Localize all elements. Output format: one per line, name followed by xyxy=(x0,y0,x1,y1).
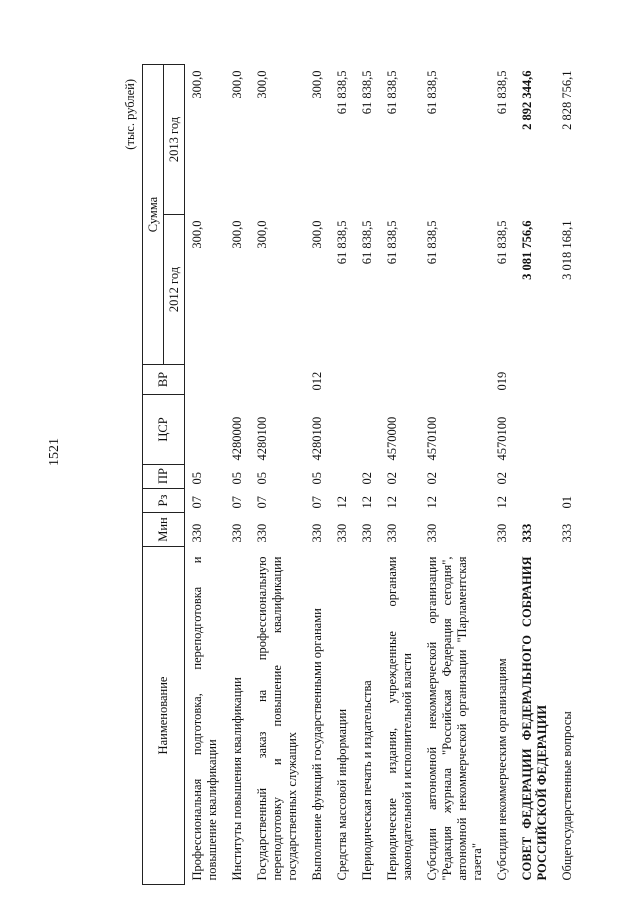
row-rz xyxy=(515,489,555,513)
row-pr: 05 xyxy=(230,472,244,485)
row-sum-2013: 300,0 xyxy=(255,70,269,99)
row-vr xyxy=(420,365,490,395)
row-vr xyxy=(515,365,555,395)
row-sum-2012: 61 838,5 xyxy=(385,220,399,265)
row-pr: 02 xyxy=(360,472,374,485)
page-number: 1521 xyxy=(47,438,62,466)
row-pr xyxy=(330,465,355,489)
table-row xyxy=(225,65,250,885)
row-sum-2013: 300,0 xyxy=(310,70,324,99)
row-min: 330 xyxy=(495,523,509,543)
table-row xyxy=(420,65,490,885)
row-sum-2013: 61 838,5 xyxy=(425,70,439,115)
row-name: СОВЕТ ФЕДЕРАЦИИ ФЕДЕРАЛЬНОГО СОБРАНИЯ РОССИЙСКОЙ ФЕДЕРАЦИИ xyxy=(520,556,549,881)
row-pr: 05 xyxy=(255,472,269,485)
row-rz: 12 xyxy=(495,496,509,509)
row-sum-2013: 2 828 756,1 xyxy=(560,70,574,130)
row-csr: 4570000 xyxy=(385,416,399,461)
row-csr: 4280000 xyxy=(230,416,244,461)
row-min: 330 xyxy=(190,523,204,543)
table-row xyxy=(555,65,580,885)
table-body xyxy=(185,65,581,885)
row-pr: 02 xyxy=(425,472,439,485)
header-sum: Сумма xyxy=(143,65,164,365)
row-csr: 4280100 xyxy=(310,416,324,461)
row-name: Институты повышения квалификации xyxy=(230,677,244,881)
table-row xyxy=(330,65,355,885)
row-sum-2012: 300,0 xyxy=(255,220,269,249)
row-sum-2012: 300,0 xyxy=(190,220,204,249)
row-csr: 4570100 xyxy=(425,416,439,461)
header-min: Мин xyxy=(143,513,185,547)
row-vr xyxy=(185,365,226,395)
row-vr xyxy=(555,365,580,395)
row-min: 330 xyxy=(425,523,439,543)
row-name: Государственный заказ на профессиональную переподготовку и повышение квалификации государственных служащих xyxy=(255,556,299,881)
row-pr: 02 xyxy=(385,472,399,485)
budget-table xyxy=(142,64,580,885)
row-name: Субсидии автономной некоммерческой организации "Редакция журнала "Российская Федерация сегодня", автономной некоммерческой организации "Парламентская газета" xyxy=(425,556,484,881)
row-name: Периодическая печать и издательства xyxy=(360,680,374,881)
row-csr xyxy=(355,395,380,465)
row-sum-2012: 300,0 xyxy=(230,220,244,249)
row-min: 330 xyxy=(335,523,349,543)
row-rz: 07 xyxy=(230,496,244,509)
table-row xyxy=(185,65,226,885)
row-sum-2013: 61 838,5 xyxy=(495,70,509,115)
row-sum-2013: 300,0 xyxy=(190,70,204,99)
row-pr: 05 xyxy=(190,472,204,485)
row-vr xyxy=(250,365,305,395)
table-row xyxy=(355,65,380,885)
row-csr: 4570100 xyxy=(495,416,509,461)
table-row xyxy=(490,65,515,885)
row-csr: 4280100 xyxy=(255,416,269,461)
row-sum-2012: 61 838,5 xyxy=(360,220,374,265)
header-year-2013: 2013 год xyxy=(164,65,185,215)
header-csr: ЦСР xyxy=(143,395,185,465)
row-rz: 07 xyxy=(310,496,324,509)
row-rz: 12 xyxy=(425,496,439,509)
row-pr xyxy=(555,465,580,489)
row-csr xyxy=(515,395,555,465)
row-rz: 01 xyxy=(560,496,574,509)
row-csr xyxy=(185,395,226,465)
row-name: Средства массовой информации xyxy=(335,708,349,881)
row-min: 333 xyxy=(560,523,574,543)
row-vr xyxy=(355,365,380,395)
row-csr xyxy=(330,395,355,465)
row-rz: 12 xyxy=(360,496,374,509)
row-min: 330 xyxy=(385,523,399,543)
row-pr: 05 xyxy=(310,472,324,485)
row-vr xyxy=(380,365,420,395)
row-sum-2013: 61 838,5 xyxy=(360,70,374,115)
row-sum-2013: 61 838,5 xyxy=(385,70,399,115)
row-name: Профессиональная подготовка, переподготовка и повышение квалификации xyxy=(190,556,219,881)
row-vr xyxy=(225,365,250,395)
row-sum-2012: 61 838,5 xyxy=(335,220,349,265)
row-vr: 012 xyxy=(310,371,324,391)
table-row xyxy=(250,65,305,885)
header-year-2012: 2012 год xyxy=(164,215,185,365)
row-pr: 02 xyxy=(495,472,509,485)
row-name: Выполнение функций государственными органами xyxy=(310,608,324,881)
row-sum-2012: 61 838,5 xyxy=(425,220,439,265)
row-sum-2013: 61 838,5 xyxy=(335,70,349,115)
table-row xyxy=(515,65,555,885)
table-row xyxy=(305,65,330,885)
row-name: Периодические издания, учрежденные органами законодательной и исполнительной власти xyxy=(385,556,414,881)
row-sum-2012: 3 018 168,1 xyxy=(560,220,574,280)
row-sum-2012: 3 081 756,6 xyxy=(520,220,534,280)
row-vr: 019 xyxy=(495,371,509,391)
row-sum-2012: 300,0 xyxy=(310,220,324,249)
header-vr: ВР xyxy=(143,365,185,395)
row-sum-2013: 2 892 344,6 xyxy=(520,70,534,130)
row-rz: 07 xyxy=(255,496,269,509)
table-row xyxy=(380,65,420,885)
rotated-table-frame xyxy=(120,65,590,885)
header-name: Наименование xyxy=(143,547,185,885)
row-min: 330 xyxy=(310,523,324,543)
row-min: 330 xyxy=(230,523,244,543)
row-rz: 12 xyxy=(335,496,349,509)
row-min: 330 xyxy=(360,523,374,543)
row-vr xyxy=(330,365,355,395)
header-row-1 xyxy=(143,65,164,885)
row-rz: 07 xyxy=(190,496,204,509)
row-min: 333 xyxy=(520,523,534,543)
header-pr: ПР xyxy=(143,465,185,489)
row-name: Субсидии некоммерческим организациям xyxy=(495,658,509,881)
row-pr xyxy=(515,465,555,489)
row-min: 330 xyxy=(255,523,269,543)
header-rz: Рз xyxy=(143,489,185,513)
row-sum-2013: 300,0 xyxy=(230,70,244,99)
units-label: (тыс. рублей) xyxy=(123,79,137,150)
row-csr xyxy=(555,395,580,465)
row-name: Общегосударственные вопросы xyxy=(560,711,574,881)
row-sum-2012: 61 838,5 xyxy=(495,220,509,265)
row-rz: 12 xyxy=(385,496,399,509)
